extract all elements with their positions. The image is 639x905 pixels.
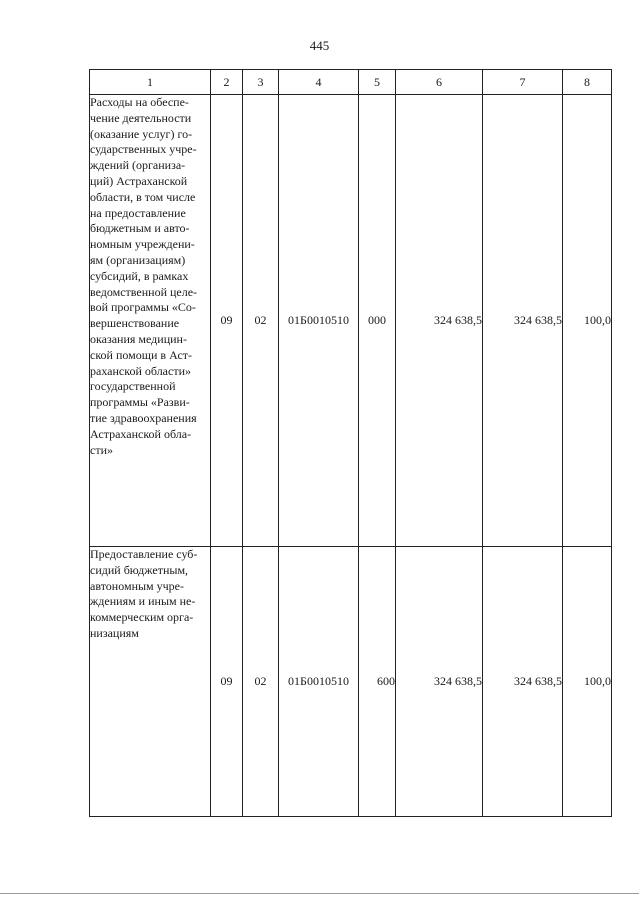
amount-planned: 324 638,5 — [396, 547, 483, 817]
header-cell: 4 — [279, 70, 359, 95]
description-line: субсидий, в рамках — [90, 268, 189, 283]
description-line: вершенствование — [90, 316, 180, 331]
description-line: ской помощи в Аст- — [90, 347, 193, 362]
description-line: Предоставление суб- — [90, 547, 198, 561]
description-line: раханской области» — [90, 363, 191, 378]
subsection-code: 02 — [243, 547, 279, 817]
description-line: ведомственной целе- — [90, 284, 198, 299]
header-cell: 1 — [90, 70, 211, 95]
description-line: тие здравоохранения — [90, 410, 197, 425]
description-line: оказания медицин- — [90, 331, 187, 346]
target-article-code: 01Б0010510 — [279, 547, 359, 817]
header-cell: 7 — [483, 70, 563, 95]
description-line: автономным учре- — [90, 578, 185, 593]
execution-percent: 100,0 — [563, 547, 612, 817]
page-bottom-rule — [0, 893, 639, 894]
header-cell: 5 — [359, 70, 396, 95]
description-line: чение деятельности — [90, 110, 192, 125]
description-line: Астраханской обла- — [90, 426, 192, 441]
section-code: 09 — [211, 95, 243, 547]
amount-planned: 324 638,5 — [396, 95, 483, 547]
amount-executed: 324 638,5 — [483, 547, 563, 817]
description-line: ций) Астраханской — [90, 173, 188, 188]
header-cell: 3 — [243, 70, 279, 95]
header-cell: 8 — [563, 70, 612, 95]
amount-executed: 324 638,5 — [483, 95, 563, 547]
description-line: вой программы «Со- — [90, 300, 196, 315]
description-line: коммерческим орга- — [90, 610, 194, 625]
description-line: номным учреждени- — [90, 237, 195, 252]
execution-percent: 100,0 — [563, 95, 612, 547]
description-line: сударственных учре- — [90, 142, 197, 157]
description-line: ям (организациям) — [90, 252, 186, 267]
expense-type-code: 000 — [359, 95, 396, 547]
description-line: программы «Разви- — [90, 395, 190, 410]
description-line: (оказание услуг) го- — [90, 126, 193, 141]
header-cell: 2 — [211, 70, 243, 95]
page-number: 445 — [309, 38, 330, 53]
row-description — [90, 95, 211, 547]
description-line: Расходы на обеспе- — [90, 95, 189, 109]
description-line: сти» — [90, 442, 113, 457]
budget-table — [89, 69, 612, 817]
target-article-code: 01Б0010510 — [279, 95, 359, 547]
section-code: 09 — [211, 547, 243, 817]
description-line: ждений (организа- — [90, 158, 186, 173]
header-cell: 6 — [396, 70, 483, 95]
description-line: государственной — [90, 379, 176, 394]
header-row — [90, 70, 612, 95]
description-line: сидий бюджетным, — [90, 562, 189, 577]
description-line: ждениям и иным не- — [90, 594, 196, 609]
table-row — [90, 547, 612, 817]
table-row — [90, 95, 612, 547]
description-line: бюджетным и авто- — [90, 221, 190, 236]
row-description — [90, 547, 211, 817]
expense-type-code: 600 — [359, 547, 396, 817]
description-line: низациям — [90, 625, 139, 640]
description-line: области, в том числе — [90, 189, 196, 204]
description-line: на предоставление — [90, 205, 186, 220]
subsection-code: 02 — [243, 95, 279, 547]
